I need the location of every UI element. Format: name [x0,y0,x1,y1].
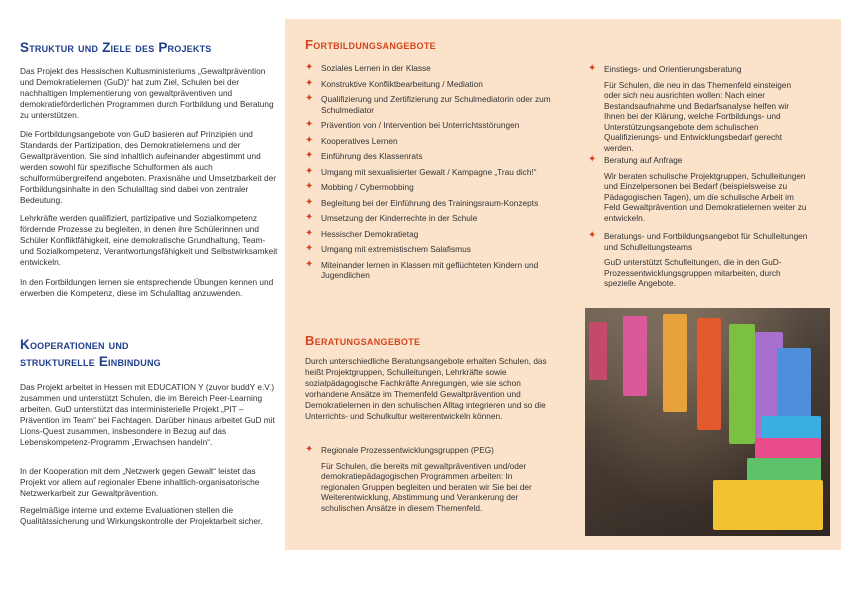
star-icon: ✦ [588,63,597,74]
star-icon: ✦ [305,243,314,254]
paragraph-consulting-intro: Durch unterschiedliche Beratungsangebote erhalten Schulen, das heißt Projektgruppen, Schulleitungen, Lehrkräfte sowie sozialpädagogische Fachkräfte Anregungen, wie sie schon vorhandene Ansätze im Themenfeld Gewaltprävention und Demokratielernen in den schulischen Alltag integrieren und so die Unterrichts- und Schulkultur weiterentwickeln können. [305,356,547,421]
list-item-text: Konstruktive Konfliktbearbeitung / Mediation [321,78,483,89]
star-icon: ✦ [305,77,314,89]
block-orange [663,314,687,412]
list-item [305,244,555,255]
list-item [305,120,555,131]
list-item-text: Miteinander lernen in Klassen mit geflüchteten Kindern und Jugendlichen [321,259,539,280]
entry-body: Für Schulen, die bereits mit gewaltpräventiven und/oder demokratiepädagogischen Programmen arbeiten: In regionalen Gruppen begleiten und beraten wir Sie bei der Weiterentwicklung, Abstimmung und Verankerung der schulischen Ansätze in diesem Themenfeld. [321,460,532,513]
paragraph-teachers: Lehrkräfte werden qualifiziert, partizipative und Sozialkompetenz fördernde Prozesse zu begleiten, in denen ihre Schülerinnen und Schüler Konfliktfähigkeit, eine demokratische Grundhaltung, Team- und Sozialkompetenz, Verantwortungsfähigkeit und Selbstwirksamkeit entwickeln. [20,213,278,267]
star-icon: ✦ [305,150,314,161]
heading-training-offers: Fortbildungsangebote [305,37,436,52]
star-icon: ✦ [305,212,314,223]
list-item-text: Mobbing / Cybermobbing [321,182,414,192]
list-item [305,151,555,162]
list-item-text: Begleitung bei der Einführung des Trainingsraum-Konzepts [321,197,539,208]
list-item-text: Soziales Lernen in der Klasse [321,63,431,73]
entry-title-text: Regionale Prozessentwicklungsgruppen (PEG) [321,445,494,455]
list-item [305,136,555,147]
left-column [0,0,280,597]
list-item-text: Hessischer Demokratietag [321,228,419,239]
list-item-text: Qualifizierung und Zertifizierung zur Schulmediatorin oder zum Schulmediator [321,94,551,115]
list-item [305,94,555,115]
entry-body: Wir beraten schulische Projektgruppen, Schulleitungen und Einzelpersonen bei Bedarf (beispielsweise zu Pädagogischen Tagen), um die schulische Arbeit im Feld Gewaltprävention und Demokratielernen weiter zu entwickeln. [604,170,807,223]
block-magenta [623,316,647,396]
list-item-text: Kooperatives Lernen [321,135,398,146]
star-icon: ✦ [588,230,597,241]
list-item [305,167,555,178]
heading-cooperation-line1: Kooperationen und [20,337,129,352]
list-item [305,182,555,193]
paragraph-evaluation: Regelmäßige interne und externe Evaluationen stellen die Qualitätssicherung und Wirkungskontrolle der Projektarbeit sicher. [20,505,263,526]
list-item [305,213,555,224]
entry-title [588,155,810,166]
paragraph-cooperation: Das Projekt arbeitet in Hessen mit EDUCATION Y (zuvor buddY e.V.) zusammen und unterstützt Schulen, die im Bereich Peer-Learning arbeiten. GuD unterstützt das interministerielle Projekt „PIT – Prävention im Team“ bei Fachtagen. Darüber hinaus arbeitet GuD mit Lions-Quest zusammen, insbesondere in Bezug auf das Lebenskompetenz-Programm „Erwachsen handeln“. [20,382,275,447]
list-item [305,198,555,209]
heading-cooperation-line2: strukturelle Einbindung [20,354,161,369]
heading-structure-goals: Struktur und Ziele des Projekts [20,40,212,55]
list-item-text: Umsetzung der Kinderrechte in der Schule [321,213,478,223]
star-icon: ✦ [305,165,314,177]
list-item [305,79,555,90]
list-item-text: Umgang mit extremistischem Salafismus [321,244,471,254]
list-item [305,260,555,281]
training-offers-list [305,63,555,286]
star-icon: ✦ [305,62,314,73]
block-red [697,318,721,430]
block-pink [589,322,607,380]
star-icon: ✦ [305,444,314,455]
entry-body: GuD unterstützt Schulleitungen, die in den GuD-Prozessentwicklungsgruppen mitarbeiten, durch spezielle Angebote. [604,257,782,288]
paragraph-network: In der Kooperation mit dem „Netzwerk gegen Gewalt“ leistet das Projekt vor allem auf regionaler Ebene inhaltlich-organisatorische Netzwerkarbeit zur Gewaltprävention. [20,466,260,498]
list-item [305,63,555,74]
entry-on-request [588,155,810,223]
star-icon: ✦ [305,227,314,239]
star-icon: ✦ [588,154,597,165]
entry-body: Für Schulen, die neu in das Themenfeld einsteigen oder sich neu ausrichten wollen: Nach einer Bestandsaufnahme und Bedarfsanalyse helfen wir Ihnen bei der Klärung, welche Fortbildungs- und Unterstützungsangebote dem schulischen Qualifizierungs- und Entwicklungsbedarf gerecht werden. [604,79,792,153]
entry-title [588,231,810,252]
star-icon: ✦ [305,134,314,146]
entry-title [588,64,810,75]
entry-title-text: Einstiegs- und Orientierungsberatung [604,64,742,74]
heading-cooperation [20,336,161,370]
entry-title [305,445,550,456]
list-item [305,229,555,240]
domino-blocks-photo [585,308,830,536]
star-icon: ✦ [305,119,314,130]
entry-title-text: Beratung auf Anfrage [604,155,683,165]
star-icon: ✦ [305,181,314,192]
paragraph-training: In den Fortbildungen lernen sie entsprechende Übungen kennen und erwerben die Kompetenz, diese im Schulalltag anzuwenden. [20,277,274,298]
entry-school-leadership [588,231,810,289]
paragraph-intro: Das Projekt des Hessischen Kultusministeriums „Gewaltprävention und Demokratielernen (GuD)“ hat zum Ziel, Schulen bei der nachhaltigen Implementierung von gewaltpräventiven und demokratieförderlichen Programmen durch Fortbildung und Beratung zu unterstützen. [20,66,274,120]
paragraph-principles: Die Fortbildungsangebote von GuD basieren auf Prinzipien und Standards der Partizipation, des Demokratielernens und der Gewaltprävention. Sie sind inhaltlich aufeinander abgestimmt und werden sowohl für spezifische Schulformen als auch schulformübergreifend angeboten. Praxisnähe und Umsetzbarkeit der Fortbildungsinhalte in den Schulalltag sind dabei von zentraler Bedeutung. [20,129,276,205]
star-icon: ✦ [305,258,314,270]
list-item-text: Prävention von / Intervention bei Unterrichtsstörungen [321,120,520,130]
block-green [729,324,755,444]
heading-consulting-offers: Beratungsangebote [305,333,421,348]
entry-peg [305,445,550,513]
entry-title-text: Beratungs- und Fortbildungsangebot für Schulleitungen und Schulleitungsteams [604,231,808,252]
list-item-text: Umgang mit sexualisierter Gewalt / Kampagne „Trau dich!“ [321,166,537,177]
entry-orientation [588,64,810,153]
star-icon: ✦ [305,93,314,104]
star-icon: ✦ [305,196,314,208]
list-item-text: Einführung des Klassenrats [321,151,423,161]
block-yellow [713,480,823,530]
